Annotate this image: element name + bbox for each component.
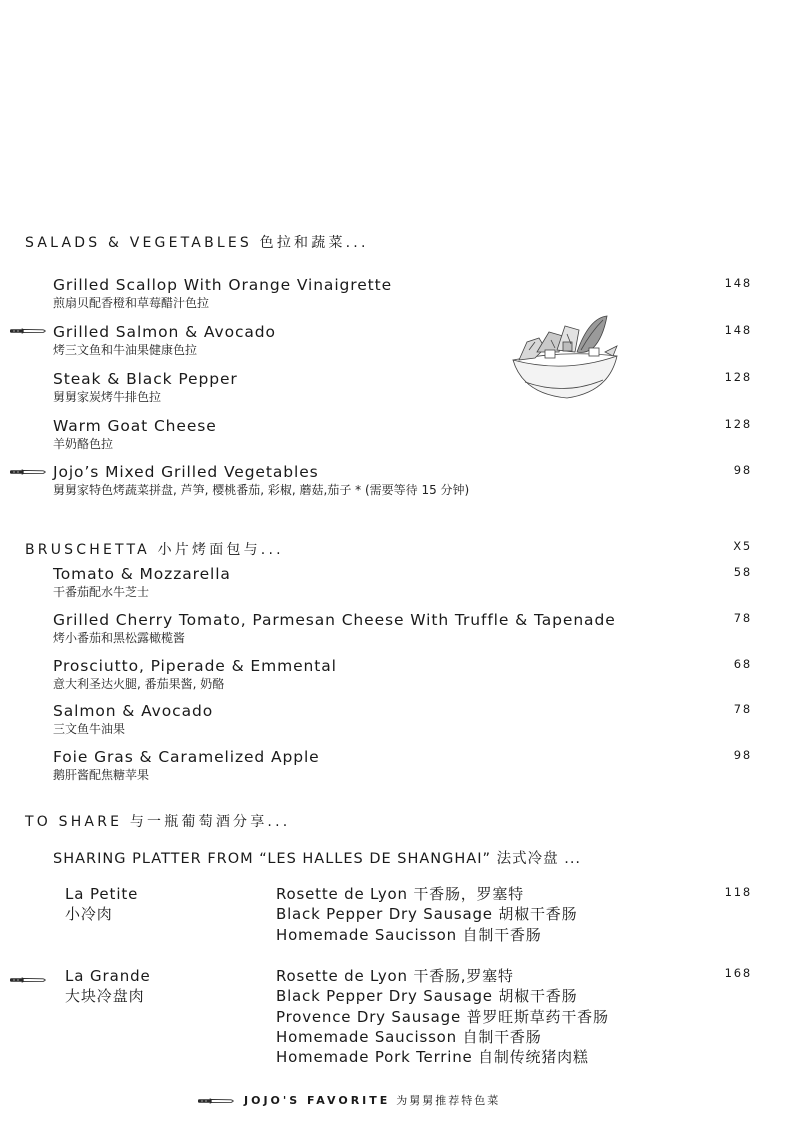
platter-price: 168: [724, 966, 752, 980]
item-name: Salmon & Avocado: [53, 702, 214, 720]
menu-item: [53, 416, 733, 453]
menu-item: [53, 610, 733, 647]
item-name-zh: 烤三文鱼和牛油果健康色拉: [53, 343, 198, 357]
item-price: 68: [733, 657, 752, 671]
platter-content-line: Homemade Pork Terrine 自制传统猪肉糕: [276, 1048, 589, 1067]
platter-petite: [65, 884, 138, 924]
platter-content-line: Homemade Saucisson 自制干香肠: [276, 925, 542, 944]
item-name: Warm Goat Cheese: [53, 417, 217, 435]
menu-item: [53, 369, 733, 406]
bruschetta-quantity: X5: [733, 539, 752, 553]
footer-legend: [244, 1092, 500, 1108]
menu-item: [53, 701, 733, 738]
menu-item: [53, 564, 733, 601]
knife-icon: [10, 326, 48, 336]
menu-item: [53, 656, 733, 693]
item-name-zh: 干番茄配水牛芝士: [53, 585, 150, 599]
menu-item: [53, 462, 733, 499]
platter-content-line: Homemade Saucisson 自制干香肠: [276, 1027, 542, 1046]
knife-icon: [10, 467, 48, 477]
platter-content-line: Rosette de Lyon 干香肠,罗塞特: [276, 967, 514, 985]
item-name: Grilled Cherry Tomato, Parmesan Cheese With Truffle & Tapenade: [53, 611, 616, 629]
item-name: Foie Gras & Caramelized Apple: [53, 748, 320, 766]
share-section-title: TO SHARE 与一瓶葡萄酒分享...: [25, 814, 291, 830]
platter-grande: [65, 966, 151, 1006]
item-price: 128: [724, 370, 752, 384]
item-name-zh: 羊奶酪色拉: [53, 437, 114, 451]
item-price: 58: [733, 565, 752, 579]
platter-content-line: Black Pepper Dry Sausage 胡椒干香肠: [276, 987, 578, 1006]
platter-contents: [276, 884, 577, 945]
item-name-zh: 鹅肝酱配焦糖苹果: [53, 768, 150, 782]
item-name: Steak & Black Pepper: [53, 370, 238, 388]
item-name: Tomato & Mozzarella: [53, 565, 231, 583]
item-name: Prosciutto, Piperade & Emmental: [53, 657, 337, 675]
share-subtitle: SHARING PLATTER FROM “LES HALLES DE SHANGHAI” 法式冷盘 ...: [53, 851, 582, 867]
salads-section-title: SALADS & VEGETABLES 色拉和蔬菜...: [25, 235, 369, 251]
menu-item: [53, 322, 733, 359]
platter-content-line: Black Pepper Dry Sausage 胡椒干香肠: [276, 905, 578, 924]
item-name-zh: 舅舅家特色烤蔬菜拼盘, 芦笋, 樱桃番茄, 彩椒, 蘑菇,茄子 * (需要等待 15 分钟): [53, 483, 470, 497]
item-price: 98: [733, 463, 752, 477]
item-price: 78: [733, 702, 752, 716]
platter-price: 118: [724, 885, 752, 899]
menu-item: [53, 747, 733, 784]
knife-icon: [198, 1096, 236, 1106]
item-name-zh: 三文鱼牛油果: [53, 722, 126, 736]
item-name-zh: 意大利圣达火腿, 番茄果酱, 奶酪: [53, 677, 225, 691]
item-name: Jojo’s Mixed Grilled Vegetables: [53, 463, 319, 481]
bruschetta-section-title: BRUSCHETTA 小片烤面包与...: [25, 542, 284, 558]
menu-item: [53, 275, 733, 312]
item-price: 148: [724, 323, 752, 337]
item-name-zh: 舅舅家炭烤牛排色拉: [53, 390, 162, 404]
item-price: 128: [724, 417, 752, 431]
platter-content-line: Provence Dry Sausage 普罗旺斯草药干香肠: [276, 1007, 609, 1026]
knife-icon: [10, 975, 48, 985]
platter-name-zh: 大块冷盘肉: [65, 987, 145, 1005]
item-name: Grilled Scallop With Orange Vinaigrette: [53, 276, 393, 294]
platter-name: La Grande: [65, 967, 151, 985]
item-name-zh: 烤小番茄和黑松露橄榄酱: [53, 631, 186, 645]
footer-label: JOJO'S FAVORITE: [244, 1094, 391, 1107]
item-price: 78: [733, 611, 752, 625]
item-price: 98: [733, 748, 752, 762]
item-name-zh: 煎扇贝配香橙和草莓醋汁色拉: [53, 296, 210, 310]
platter-name: La Petite: [65, 885, 139, 903]
platter-content-line: Rosette de Lyon 干香肠，罗塞特: [276, 885, 524, 903]
item-price: 148: [724, 276, 752, 290]
platter-contents: [276, 966, 609, 1067]
footer-label-zh: 为舅舅推荐特色菜: [396, 1094, 501, 1107]
item-name: Grilled Salmon & Avocado: [53, 323, 276, 341]
platter-name-zh: 小冷肉: [65, 905, 113, 923]
